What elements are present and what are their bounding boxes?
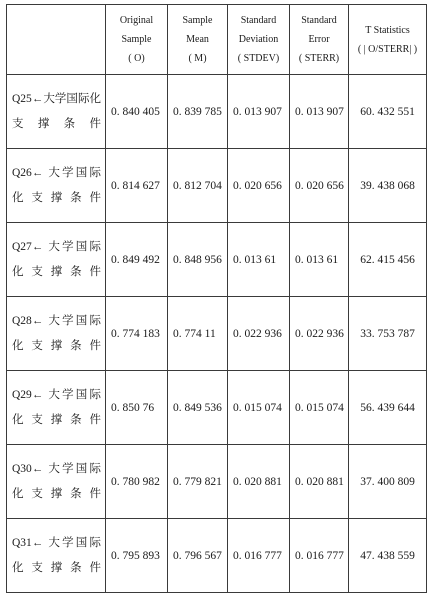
header-line: Mean: [186, 34, 209, 45]
header-path: [7, 5, 106, 75]
sample-mean-cell: 0. 839 785: [168, 75, 228, 149]
path-cell: Q27← 大学国际化支撑条件: [7, 223, 106, 297]
table-row: [7, 223, 427, 297]
original-sample-cell: 0. 774 183: [106, 297, 168, 371]
standard-deviation-cell: 0. 020 881: [228, 445, 290, 519]
standard-error-cell: 0. 022 936: [290, 297, 349, 371]
path-cell: Q31← 大学国际化支撑条件: [7, 519, 106, 593]
standard-deviation-cell: 0. 016 777: [228, 519, 290, 593]
sample-mean-cell: 0. 774 11: [168, 297, 228, 371]
standard-error-cell: 0. 020 656: [290, 149, 349, 223]
header-standard-error: [290, 5, 349, 75]
header-line: Original: [119, 15, 154, 26]
standard-error-cell: 0. 015 074: [290, 371, 349, 445]
t-statistics-cell: 39. 438 068: [349, 149, 427, 223]
path-cell: Q28← 大学国际化支撑条件: [7, 297, 106, 371]
table-row: [7, 519, 427, 593]
original-sample-cell: 0. 840 405: [106, 75, 168, 149]
header-sample-mean: [168, 5, 228, 75]
header-line: T Statistics: [365, 24, 410, 36]
header-standard-deviation: [228, 5, 290, 75]
header-line: ( STDEV): [237, 53, 280, 64]
original-sample-cell: 0. 795 893: [106, 519, 168, 593]
t-statistics-cell: 33. 753 787: [349, 297, 427, 371]
header-line: ( M): [188, 53, 207, 64]
bootstrap-statistics-table: [6, 4, 427, 593]
standard-deviation-cell: 0. 022 936: [228, 297, 290, 371]
t-statistics-cell: 56. 439 644: [349, 371, 427, 445]
path-cell: Q25←大学国际化支撑条件: [7, 75, 106, 149]
original-sample-cell: 0. 849 492: [106, 223, 168, 297]
header-t-statistics: [349, 5, 427, 75]
sample-mean-cell: 0. 779 821: [168, 445, 228, 519]
header-original-sample: [106, 5, 168, 75]
standard-deviation-cell: 0. 013 61: [228, 223, 290, 297]
standard-deviation-cell: 0. 013 907: [228, 75, 290, 149]
t-statistics-cell: 37. 400 809: [349, 445, 427, 519]
table-row: [7, 149, 427, 223]
header-line: Sample: [182, 15, 213, 26]
table-row: [7, 371, 427, 445]
header-line: Sample: [121, 34, 152, 45]
table-row: [7, 445, 427, 519]
table-row: [7, 75, 427, 149]
original-sample-cell: 0. 850 76: [106, 371, 168, 445]
table-row: [7, 297, 427, 371]
original-sample-cell: 0. 814 627: [106, 149, 168, 223]
standard-deviation-cell: 0. 020 656: [228, 149, 290, 223]
standard-error-cell: 0. 020 881: [290, 445, 349, 519]
sample-mean-cell: 0. 849 536: [168, 371, 228, 445]
sample-mean-cell: 0. 796 567: [168, 519, 228, 593]
standard-error-cell: 0. 013 61: [290, 223, 349, 297]
header-line: Error: [308, 34, 330, 45]
original-sample-cell: 0. 780 982: [106, 445, 168, 519]
standard-error-cell: 0. 016 777: [290, 519, 349, 593]
t-statistics-cell: 47. 438 559: [349, 519, 427, 593]
header-line: ( O): [128, 53, 145, 64]
header-line: Deviation: [238, 34, 279, 45]
path-cell: Q30← 大学国际化支撑条件: [7, 445, 106, 519]
t-statistics-cell: 62. 415 456: [349, 223, 427, 297]
header-line: ( | O/STERR| ): [357, 43, 418, 55]
standard-deviation-cell: 0. 015 074: [228, 371, 290, 445]
header-line: Standard: [240, 15, 277, 26]
standard-error-cell: 0. 013 907: [290, 75, 349, 149]
header-line: Standard: [301, 15, 337, 26]
table-header-row: [7, 5, 427, 75]
path-cell: Q26← 大学国际化支撑条件: [7, 149, 106, 223]
sample-mean-cell: 0. 848 956: [168, 223, 228, 297]
header-line: ( STERR): [298, 53, 340, 64]
t-statistics-cell: 60. 432 551: [349, 75, 427, 149]
sample-mean-cell: 0. 812 704: [168, 149, 228, 223]
path-cell: Q29← 大学国际化支撑条件: [7, 371, 106, 445]
